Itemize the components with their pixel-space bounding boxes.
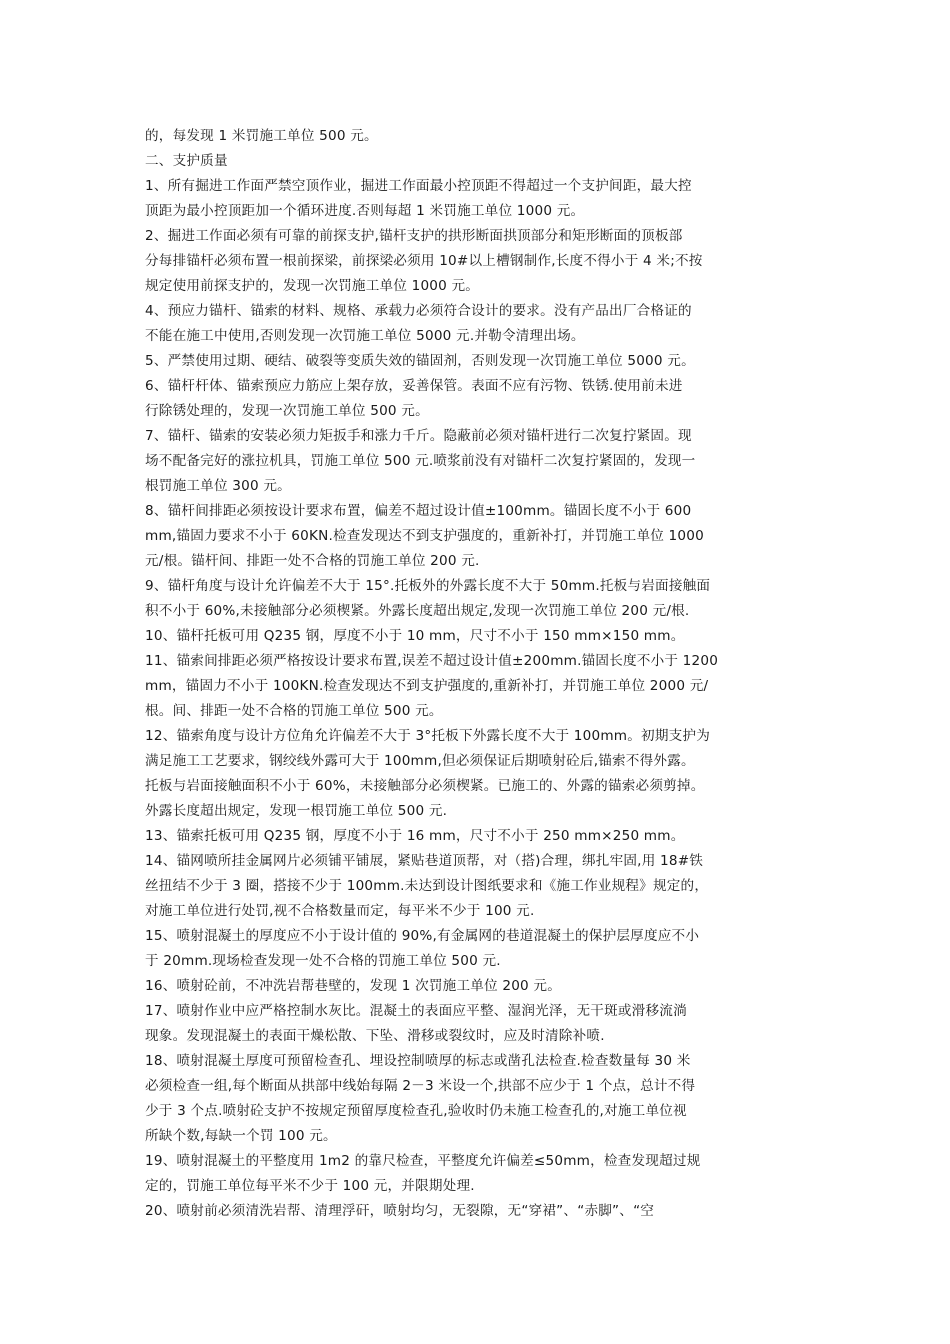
text-line: 规定使用前探支护的，发现一次罚施工单位 1000 元。 (145, 278, 480, 294)
text-line: mm,锚固力要求不小于 60KN.检查发现达不到支护强度的，重新补打，并罚施工单位 1000 (145, 528, 704, 544)
text-line: 定的，罚施工单位每平米不少于 100 元，并限期处理. (145, 1178, 475, 1194)
text-line: 满足施工工艺要求，钢绞线外露可大于 100mm,但必须保证后期喷射砼后,锚索不得外露。 (145, 753, 695, 769)
text-line: 必须检查一组,每个断面从拱部中线始每隔 2－3 米设一个,拱部不应少于 1 个点，总计不得 (145, 1078, 696, 1094)
text-line: 14、锚网喷所挂金属网片必须铺平铺展，紧贴巷道顶帮，对（搭)合理，绑扎牢固,用 18#铁 (145, 853, 704, 869)
text-line: 4、预应力锚杆、锚索的材料、规格、承载力必须符合设计的要求。没有产品出厂合格证的 (145, 303, 692, 319)
text-line: 行除锈处理的，发现一次罚施工单位 500 元。 (145, 403, 429, 419)
text-line: 11、锚索间排距必须严格按设计要求布置,误差不超过设计值±200mm.锚固长度不小于 1200 (145, 653, 719, 669)
text-line: 9、锚杆角度与设计允许偏差不大于 15°.托板外的外露长度不大于 50mm.托板与岩面接触面 (145, 578, 711, 594)
section-heading: 二、支护质量 (145, 153, 228, 169)
text-line: 10、锚杆托板可用 Q235 钢，厚度不小于 10 mm，尺寸不小于 150 mm×150 mm。 (145, 628, 685, 644)
text-line: 13、锚索托板可用 Q235 钢，厚度不小于 16 mm，尺寸不小于 250 mm×250 mm。 (145, 828, 685, 844)
text-line: 19、喷射混凝土的平整度用 1m2 的靠尺检查，平整度允许偏差≤50mm，检查发现超过规 (145, 1153, 701, 1169)
text-line: 18、喷射混凝土厚度可预留检查孔、埋设控制喷厚的标志或凿孔法检查.检查数量每 30 米 (145, 1053, 691, 1069)
text-line: mm，锚固力不小于 100KN.检查发现达不到支护强度的,重新补打，并罚施工单位 2000 元/ (145, 678, 709, 694)
text-line: 顶距为最小控顶距加一个循环进度.否则每超 1 米罚施工单位 1000 元。 (145, 203, 585, 219)
text-line: 7、锚杆、锚索的安装必须力矩扳手和涨力千斤。隐蔽前必须对锚杆进行二次复拧紧固。现 (145, 428, 692, 444)
text-line: 积不小于 60%,未接触部分必须楔紧。外露长度超出规定,发现一次罚施工单位 200 元/根. (145, 603, 690, 619)
text-line: 的，每发现 1 米罚施工单位 500 元。 (145, 128, 378, 144)
text-line: 20、喷射前必须清洗岩帮、清理浮矸，喷射均匀，无裂隙，无“穿裙”、“赤脚”、“空 (145, 1203, 655, 1219)
text-line: 16、喷射砼前，不冲洗岩帮巷壁的，发现 1 次罚施工单位 200 元。 (145, 978, 562, 994)
text-line: 丝扭结不少于 3 圈，搭接不少于 100mm.未达到设计图纸要求和《施工作业规程》规定的， (145, 878, 709, 894)
text-line: 5、严禁使用过期、硬结、破裂等变质失效的锚固剂，否则发现一次罚施工单位 5000 元。 (145, 353, 695, 369)
text-line: 场不配备完好的涨拉机具，罚施工单位 500 元.喷浆前没有对锚杆二次复拧紧固的，发现一 (145, 453, 696, 469)
text-line: 所缺个数,每缺一个罚 100 元。 (145, 1128, 337, 1144)
text-line: 12、锚索角度与设计方位角允许偏差不大于 3°托板下外露长度不大于 100mm。初期支护为 (145, 728, 711, 744)
text-line: 1、所有掘进工作面严禁空顶作业，掘进工作面最小控顶距不得超过一个支护间距，最大控 (145, 178, 692, 194)
text-line: 对施工单位进行处罚,视不合格数量而定，每平米不少于 100 元. (145, 903, 535, 919)
text-line: 现象。发现混凝土的表面干燥松散、下坠、滑移或裂纹时，应及时清除补喷. (145, 1028, 605, 1044)
text-line: 17、喷射作业中应严格控制水灰比。混凝土的表面应平整、湿润光泽，无干斑或滑移流淌 (145, 1003, 687, 1019)
text-line: 不能在施工中使用,否则发现一次罚施工单位 5000 元.并勒令清理出场。 (145, 328, 585, 344)
text-line: 根。间、排距一处不合格的罚施工单位 500 元。 (145, 703, 443, 719)
text-line: 元/根。锚杆间、排距一处不合格的罚施工单位 200 元. (145, 553, 480, 569)
document-body (145, 124, 817, 1224)
text-line: 2、掘进工作面必须有可靠的前探支护,锚杆支护的拱形断面拱顶部分和矩形断面的顶板部 (145, 228, 683, 244)
text-line: 托板与岩面接触面积不小于 60%，未接触部分必须楔紧。已施工的、外露的锚索必须剪掉。 (145, 778, 705, 794)
text-line: 6、锚杆杆体、锚索预应力筋应上架存放，妥善保管。表面不应有污物、铁锈.使用前未进 (145, 378, 683, 394)
text-line: 少于 3 个点.喷射砼支护不按规定预留厚度检查孔,验收时仍未施工检查孔的,对施工单位视 (145, 1103, 687, 1119)
text-line: 15、喷射混凝土的厚度应不小于设计值的 90%,有金属网的巷道混凝土的保护层厚度应不小 (145, 928, 700, 944)
text-line: 8、锚杆间排距必须按设计要求布置，偏差不超过设计值±100mm。锚固长度不小于 600 (145, 503, 692, 519)
text-line: 分每排锚杆必须布置一根前探梁，前探梁必须用 10#以上槽钢制作,长度不得小于 4 米;不按 (145, 253, 703, 269)
text-line: 外露长度超出规定，发现一根罚施工单位 500 元. (145, 803, 448, 819)
text-line: 于 20mm.现场检查发现一处不合格的罚施工单位 500 元. (145, 953, 501, 969)
text-line: 根罚施工单位 300 元。 (145, 478, 291, 494)
